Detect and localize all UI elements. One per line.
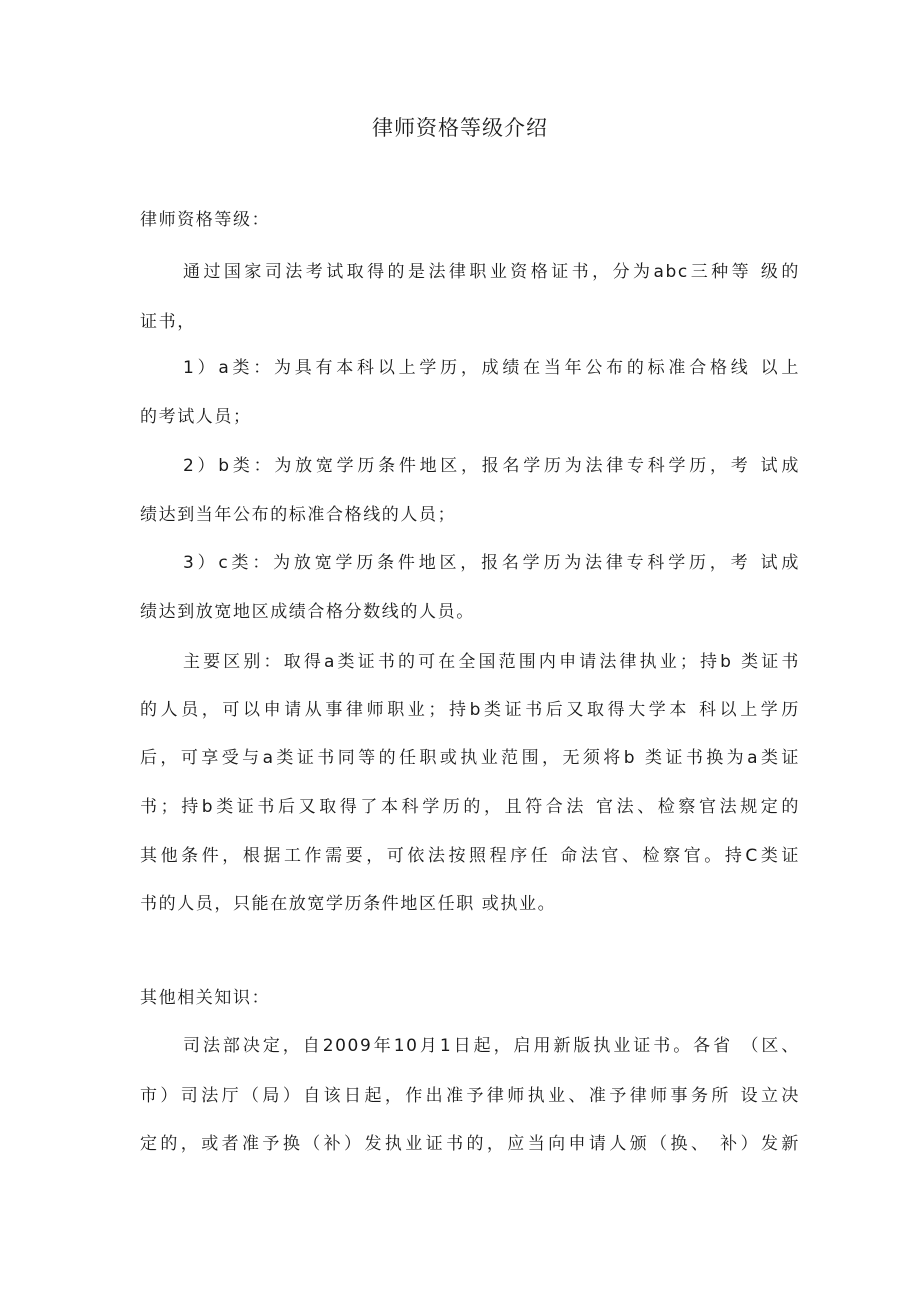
paragraph-line: 书的人员，只能在放宽学历条件地区任职 或执业。 [140, 894, 557, 914]
list-item-b-line: 2）b类：为放宽学历条件地区，报名学历为法律专科学历，考 试成 [183, 456, 800, 476]
paragraph-line: 证书， [140, 312, 196, 332]
paragraph-line: 主要区别：取得a类证书的可在全国范围内申请法律执业；持b 类证书 [183, 652, 800, 672]
document-title: 律师资格等级介绍 [372, 116, 548, 140]
paragraph-line: 通过国家司法考试取得的是法律职业资格证书，分为abc三种等 级的 [183, 262, 800, 282]
paragraph-line: 书；持b类证书后又取得了本科学历的，且符合法 官法、检察官法规定的 [140, 797, 800, 817]
list-item-c-line: 绩达到放宽地区成绩合格分数线的人员。 [140, 602, 475, 622]
list-item-c-line: 3）c类：为放宽学历条件地区，报名学历为法律专科学历，考 试成 [183, 553, 800, 573]
paragraph-line: 市）司法厅（局）自该日起，作出准予律师执业、准予律师事务所 设立决 [140, 1086, 800, 1106]
paragraph-line: 后，可享受与a类证书同等的任职或执业范围，无须将b 类证书换为a类证 [140, 748, 800, 768]
list-item-a-line: 1）a类：为具有本科以上学历，成绩在当年公布的标准合格线 以上 [183, 358, 800, 378]
paragraph-line: 其他条件，根据工作需要，可依法按照程序任 命法官、检察官。持C类证 [140, 846, 800, 866]
section-heading-related-knowledge: 其他相关知识： [140, 988, 271, 1008]
paragraph-line: 定的，或者准予换（补）发执业证书的，应当向申请人颁（换、 补）发新 [140, 1134, 800, 1154]
paragraph-line: 司法部决定，自2009年10月1日起，启用新版执业证书。各省 （区、 [183, 1036, 800, 1056]
paragraph-line: 的人员，可以申请从事律师职业；持b类证书后又取得大学本 科以上学历 [140, 700, 800, 720]
list-item-b-line: 绩达到当年公布的标准合格线的人员； [140, 505, 457, 525]
list-item-a-line: 的考试人员； [140, 407, 252, 427]
section-heading-qualification-levels: 律师资格等级： [140, 210, 271, 230]
